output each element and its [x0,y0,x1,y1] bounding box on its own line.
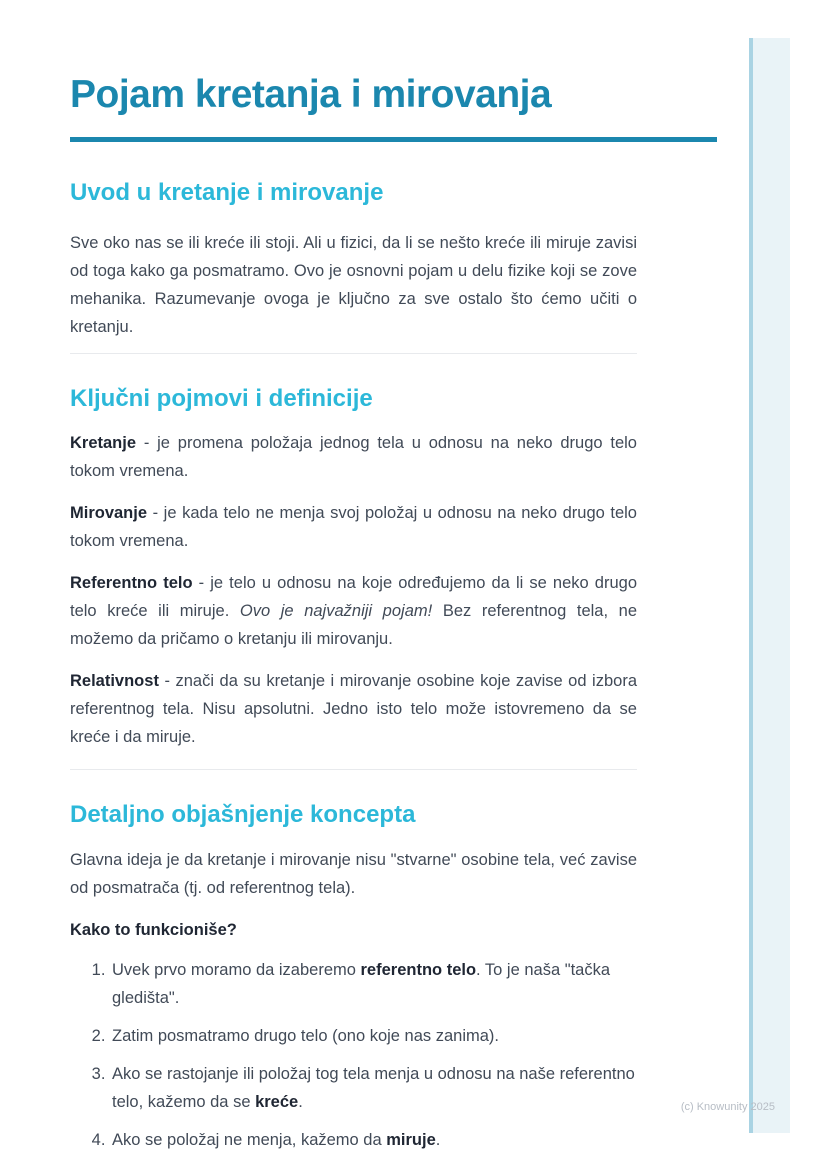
text-run: . [435,1131,441,1150]
right-accent-bar [749,38,790,1133]
section-divider [70,769,637,770]
term-relativnost: Relativnost [70,672,159,691]
term-miruje: miruje [386,1131,436,1150]
paragraph-referentno-telo [70,569,637,653]
copyright-note: (c) Knowunity 2025 [680,1101,775,1113]
term-referentno-telo: Referentno telo [70,574,193,593]
text-run: Zatim posmatramo drugo telo (ono koje nas zanima). [112,1027,500,1046]
text-run: . To je naša "tačka gledišta". [112,961,611,1008]
text-run: Bez referentnog tela, ne možemo da pričamo o kretanju ili mirovanju. [70,602,638,649]
term-krece: kreće [255,1093,299,1112]
paragraph-glavna-ideja [70,846,637,902]
text-run: - je promena položaja jednog tela u odnosu na neko drugo telo tokom vremena. [70,434,637,481]
page-title: Pojam kretanja i mirovanja [70,73,552,116]
emphasis-najvazniji-pojam: Ovo je najvažniji pojam! [239,602,433,621]
list-item [110,1060,637,1116]
title-underline [70,137,717,142]
paragraph-intro [70,229,637,341]
list-item [110,956,637,1012]
text-run: Glavna ideja je da kretanje i mirovanje nisu "stvarne" osobine tela, već zavise od posmatrača (tj. od referentnog tela). [70,851,637,898]
text-run: - je telo u odnosu na koje određujemo da li se neko drugo telo kreće ili miruje. [70,574,637,621]
list-item [110,1126,637,1154]
term-kretanje: Kretanje [70,434,137,453]
section-heading-objasnjenje: Detaljno objašnjenje koncepta [70,801,416,829]
section-heading-uvod: Uvod u kretanje i mirovanje [70,178,384,206]
text-run: Uvek prvo moramo da izaberemo [112,961,361,980]
list-item [110,1022,637,1050]
section-divider [70,353,637,354]
paragraph-mirovanje [70,499,637,555]
subheading-kako-funkcionise: Kako to funkcioniše? [70,921,237,940]
term-mirovanje: Mirovanje [70,504,148,523]
section-heading-pojmovi: Ključni pojmovi i definicije [70,384,373,412]
paragraph-relativnost [70,667,637,751]
text-run: - znači da su kretanje i mirovanje osobine koje zavise od izbora referentnog tela. Nisu apsolutni. Jedno isto telo može istovremeno da se kreće i da miruje. [70,672,637,747]
text-run: Ako se položaj ne menja, kažemo da [112,1131,387,1150]
paragraph-kretanje [70,429,637,485]
document-content [70,0,730,1154]
text-run: . [298,1093,303,1112]
text-run: - je kada telo ne menja svoj položaj u odnosu na neko drugo telo tokom vremena. [70,504,637,551]
text-run: Sve oko nas se ili kreće ili stoji. Ali u fizici, da li se nešto kreće ili miruje zavisi od toga kako ga posmatramo. Ovo je osnovni pojam u delu fizike koji se zove mehanika. Razumevanje ovoga je ključno za sve ostalo što ćemo učiti o kretanju. [70,233,637,336]
term-referentno-telo: referentno telo [360,961,477,980]
steps-list [70,956,637,1154]
text-run: Ako se rastojanje ili položaj tog tela menja u odnosu na naše referentno telo, kažemo da se [112,1065,635,1112]
